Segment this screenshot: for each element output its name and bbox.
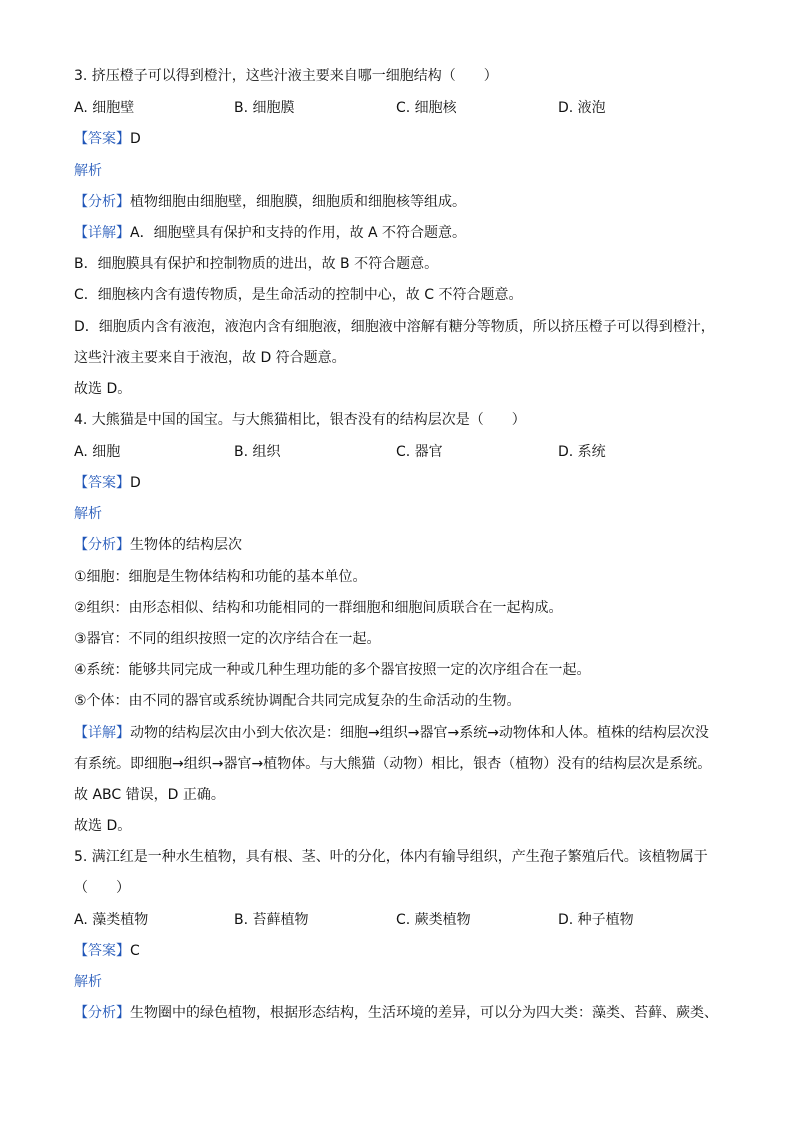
answer-value: C [130,943,140,959]
answer-tag: 【答案】 [74,475,130,491]
question-4-detail-line1 [74,723,722,743]
option-c: C. 细胞核 [396,100,457,116]
question-3-detail-d-line1: D．细胞质内含有液泡，液泡内含有细胞液，细胞液中溶解有糖分等物质，所以挤压橙子可以得到橙汁， [74,319,715,335]
xiangjie-tag: 【详解】 [74,225,130,241]
detail-text: A．细胞壁具有保护和支持的作用，故 A 不符合题意。 [130,225,467,241]
question-4-detail-line3: 故 ABC 错误，D 正确。 [74,787,225,803]
answer-value: D [130,475,141,491]
analysis-tag: 解析 [74,506,102,522]
question-4-point-4: ④系统：能够共同完成一种或几种生理功能的多个器官按照一定的次序组合在一起。 [74,662,591,678]
analysis-tag: 解析 [74,163,102,179]
question-3-stem: 3. 挤压橙子可以得到橙汁，这些汁液主要来自哪一细胞结构（ ） [74,68,498,84]
option-d: D. 液泡 [558,100,606,116]
answer-tag: 【答案】 [74,131,130,147]
fenxi-tag: 【分析】 [74,1005,130,1021]
question-3-fenxi [74,192,722,212]
question-4-fenxi [74,535,722,555]
answer-value: D [130,131,141,147]
question-4-stem: 4. 大熊猫是中国的国宝。与大熊猫相比，银杏没有的结构层次是（ ） [74,412,526,428]
question-5-analysis-heading [74,972,722,992]
option-b: B. 组织 [234,444,281,460]
question-3-analysis-heading [74,161,722,181]
fenxi-tag: 【分析】 [74,194,130,210]
question-3-detail-c: C．细胞核内含有遗传物质，是生命活动的控制中心，故 C 不符合题意。 [74,287,523,303]
option-a: A. 藻类植物 [74,912,149,928]
question-5-fenxi [74,1003,722,1023]
option-d: D. 种子植物 [558,912,634,928]
question-4-point-1: ①细胞：细胞是生物体结构和功能的基本单位。 [74,569,367,585]
detail-text: 动物的结构层次由小到大依次是：细胞→组织→器官→系统→动物体和人体。植株的结构层次没 [130,725,709,741]
option-a: A. 细胞 [74,444,121,460]
option-b: B. 细胞膜 [234,100,295,116]
question-4-point-2: ②组织：由形态相似、结构和功能相同的一群细胞和细胞间质联合在一起构成。 [74,600,563,616]
question-4-analysis-heading [74,504,722,524]
question-3-answer [74,129,722,149]
question-5-stem-line2: （ ） [74,880,130,896]
question-4-conclusion: 故选 D。 [74,818,132,834]
question-4-point-5: ⑤个体：由不同的器官或系统协调配合共同完成复杂的生命活动的生物。 [74,693,521,709]
question-3-detail-d-line2: 这些汁液主要来自于液泡，故 D 符合题意。 [74,350,346,366]
question-4-detail-line2: 有系统。即细胞→组织→器官→植物体。与大熊猫（动物）相比，银杏（植物）没有的结构层次是系统。 [74,756,712,772]
option-c: C. 蕨类植物 [396,912,471,928]
option-a: A. 细胞壁 [74,100,135,116]
option-d: D. 系统 [558,444,606,460]
fenxi-tag: 【分析】 [74,537,130,553]
question-4-point-3: ③器官：不同的组织按照一定的次序结合在一起。 [74,631,381,647]
option-b: B. 苔藓植物 [234,912,309,928]
fenxi-text: 生物体的结构层次 [130,537,242,553]
question-5-answer [74,941,722,961]
xiangjie-tag: 【详解】 [74,725,130,741]
analysis-tag: 解析 [74,974,102,990]
answer-tag: 【答案】 [74,943,130,959]
question-3-detail-a [74,223,722,243]
question-4-answer [74,473,722,493]
question-3-detail-b: B．细胞膜具有保护和控制物质的进出，故 B 不符合题意。 [74,256,439,272]
question-5-stem-line1: 5. 满江红是一种水生植物，具有根、茎、叶的分化，体内有输导组织，产生孢子繁殖后代。该植物属于 [74,849,708,865]
fenxi-text: 生物圈中的绿色植物，根据形态结构，生活环境的差异，可以分为四大类：藻类、苔藓、蕨类、 [130,1005,718,1021]
option-c: C. 器官 [396,444,443,460]
question-3-conclusion: 故选 D。 [74,381,132,397]
fenxi-text: 植物细胞由细胞壁，细胞膜，细胞质和细胞核等组成。 [130,194,466,210]
